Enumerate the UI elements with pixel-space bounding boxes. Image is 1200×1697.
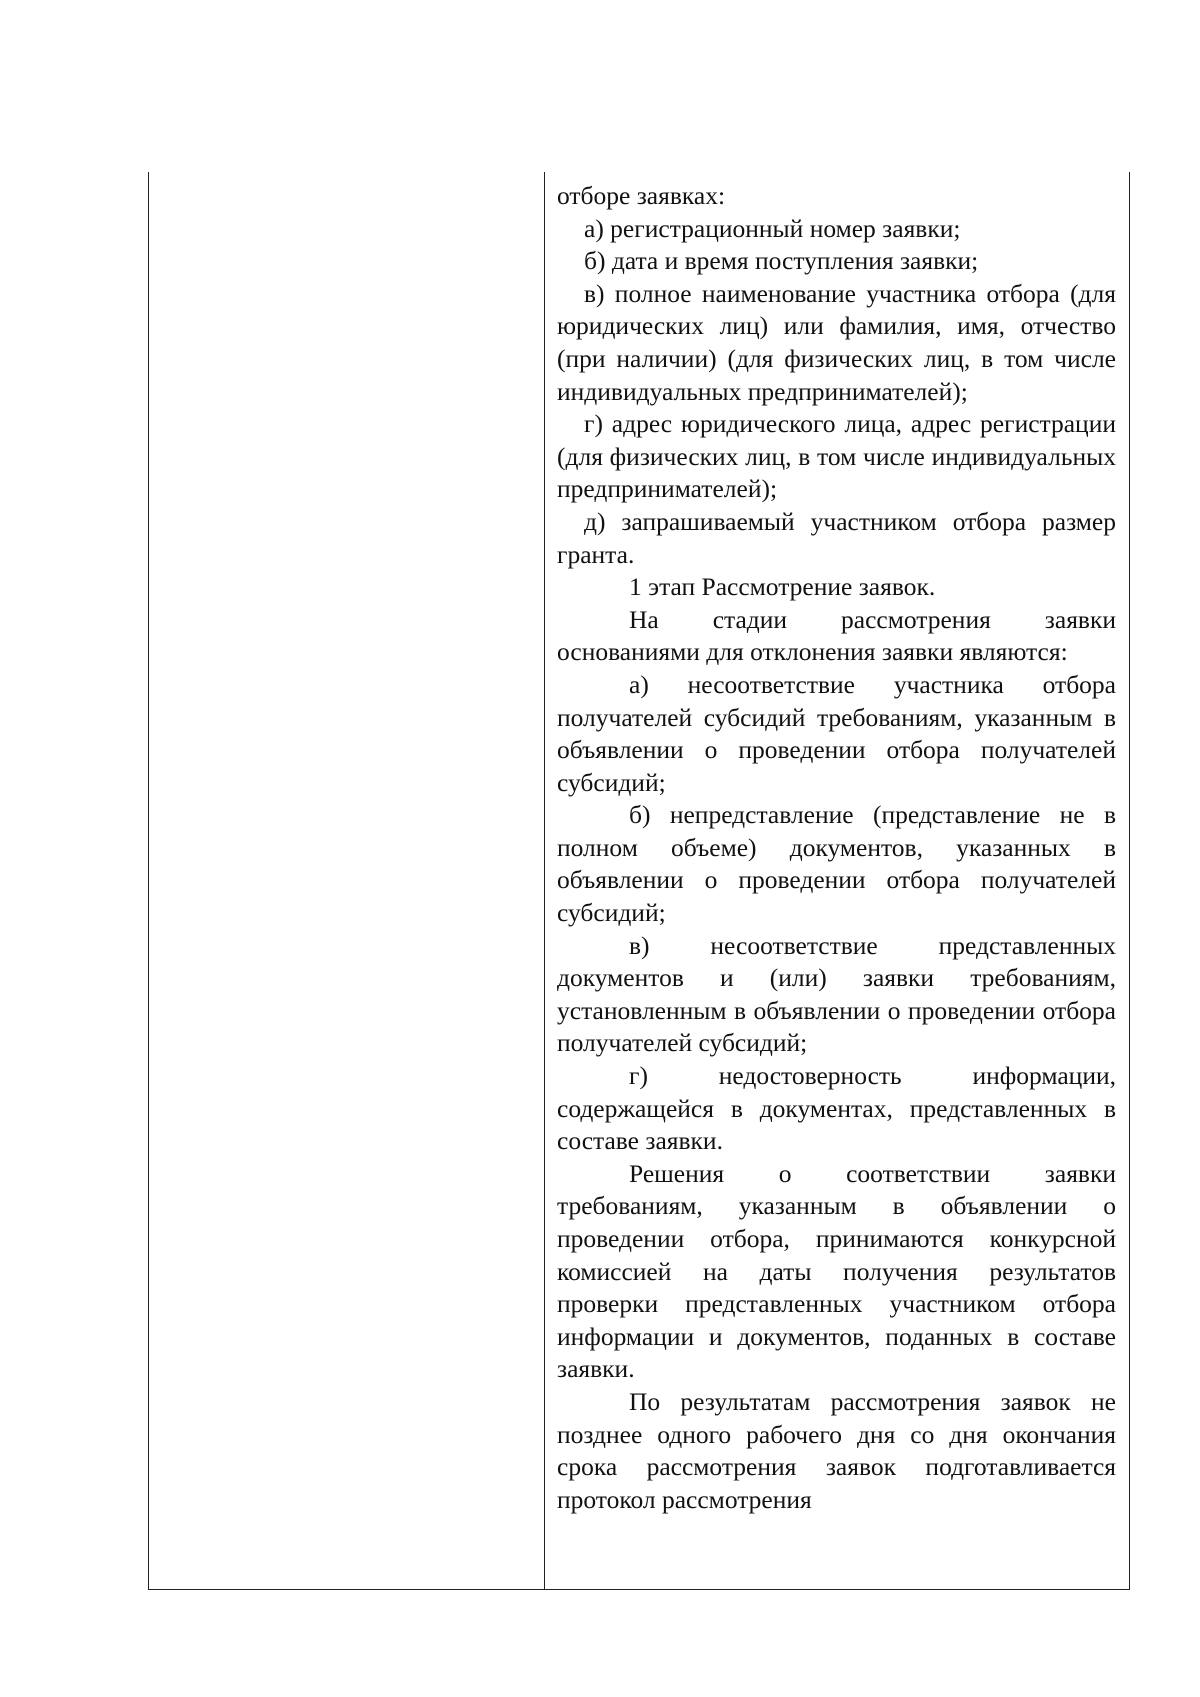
stage-heading: 1 этап Рассмотрение заявок.	[629, 572, 936, 602]
left-column-cell	[150, 172, 543, 1588]
right-column-cell	[557, 180, 1116, 1516]
list-item-b: б) дата и время поступления заявки;	[584, 246, 979, 276]
rejection-grounds-intro: На стадии рассмотрения заявки основаниями для отклонения заявки являются:	[557, 604, 1116, 667]
rejection-ground-v: в) несоответствие представленных документов и (или) заявки требованиям, установленным в объявлении о проведении отбора получателей субсидий;	[557, 930, 1116, 1058]
list-item-a: а) регистрационный номер заявки;	[584, 213, 961, 243]
paragraph-continuation: отборе заявках:	[557, 181, 726, 210]
protocol-paragraph: По результатам рассмотрения заявок не позднее одного рабочего дня со дня окончания срока рассмотрения заявок подготавливается протокол рассмотрения	[557, 1386, 1116, 1514]
list-item-v: в) полное наименование участника отбора (для юридических лиц) или фамилия, имя, отчество (при наличии) (для физических лиц, в том числе индивидуальных предпринимателей);	[557, 278, 1116, 406]
column-divider	[544, 172, 545, 1590]
list-item-g: г) адрес юридического лица, адрес регистрации (для физических лиц, в том числе индивидуальных предпринимателей);	[557, 409, 1116, 504]
rejection-ground-a: а) несоответствие участника отбора получателей субсидий требованиям, указанным в объявлении о проведении отбора получателей субсидий;	[557, 669, 1116, 797]
rejection-ground-g: г) недостоверность информации, содержащейся в документах, представленных в составе заявки.	[557, 1061, 1116, 1156]
decision-paragraph: Решения о соответствии заявки требованиям, указанным в объявлении о проведении отбора, принимаются конкурсной комиссией на даты получения результатов проверки представленных участником отбора информации и документов, поданных в составе заявки.	[557, 1158, 1116, 1384]
list-item-d: д) запрашиваемый участником отбора размер гранта.	[557, 506, 1116, 569]
rejection-ground-b: б) непредставление (представление не в полном объеме) документов, указанных в объявлении о проведении отбора получателей субсидий;	[557, 800, 1116, 928]
